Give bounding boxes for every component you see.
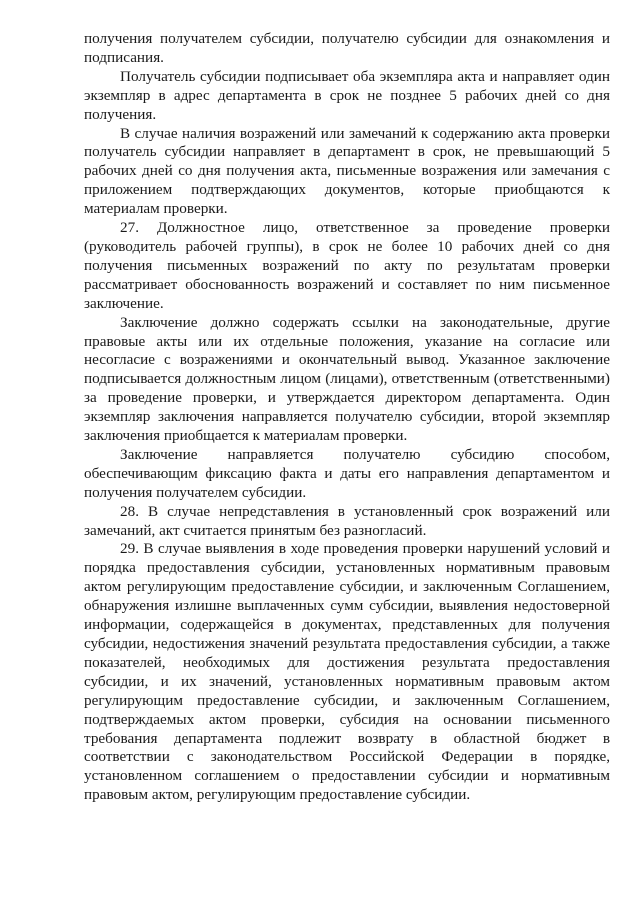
document-page bbox=[84, 30, 610, 805]
paragraph-signing: Получатель субсидии подписывает оба экземпляра акта и направляет один экземпляр в адрес департамента в срок не позднее 5 рабочих дней со дня получения. bbox=[84, 67, 610, 123]
paragraph-clause-29: 29. В случае выявления в ходе проведения проверки нарушений условий и порядка предоставления субсидии, установленных нормативным правовым актом регулирующим предоставление субсидии, и заключенным Соглашением, обнаружения излишне выплаченных сумм субсидии, выявления недостоверной информации, содержащейся в документах, представленных для получения субсидии, недостижения значений результата предоставления субсидии, а также показателей, необходимых для достижения результата предоставления субсидии, и их значений, установленных нормативным правовым актом регулирующим предоставление субсидии, и заключенным Соглашением, подтверждаемых актом проверки, субсидия на основании письменного требования департамента подлежит возврату в областной бюджет в соответствии с законодательством Российской Федерации в порядке, установленном соглашением о предоставлении субсидии и нормативным правовым актом, регулирующим предоставление субсидии. bbox=[84, 540, 610, 804]
paragraph-objections: В случае наличия возражений или замечаний к содержанию акта проверки получатель субсидии направляет в департамент в срок, не превышающий 5 рабочих дней со дня получения акта, письменные возражения или замечания с приложением подтверждающих документов, которые приобщаются к материалам проверки. bbox=[84, 124, 610, 218]
paragraph-clause-27: 27. Должностное лицо, ответственное за проведение проверки (руководитель рабочей группы), в срок не более 10 рабочих дней со дня получения письменных возражений по акту по результатам проверки рассматривает обоснованность возражений и составляет по ним письменное заключение. bbox=[84, 219, 610, 312]
paragraph-clause-28: 28. В случае непредставления в установленный срок возражений или замечаний, акт считается принятым без разногласий. bbox=[84, 502, 610, 539]
paragraph-conclusion-delivery: Заключение направляется получателю субсидию способом, обеспечивающим фиксацию факта и даты его направления департаментом и получения получателем субсидии. bbox=[84, 445, 610, 501]
paragraph-conclusion-content: Заключение должно содержать ссылки на законодательные, другие правовые акты или их отдельные положения, указание на согласие или несогласие с возражениями и окончательный вывод. Указанное заключение подписывается должностным лицом (лицами), ответственным (ответственными) за проведение проверки, и утверждается директором департамента. Один экземпляр заключения направляется получателю субсидии, второй экземпляр заключения приобщается к материалам проверки. bbox=[84, 313, 610, 445]
paragraph-continuation: получения получателем субсидии, получателю субсидии для ознакомления и подписания. bbox=[84, 30, 610, 66]
